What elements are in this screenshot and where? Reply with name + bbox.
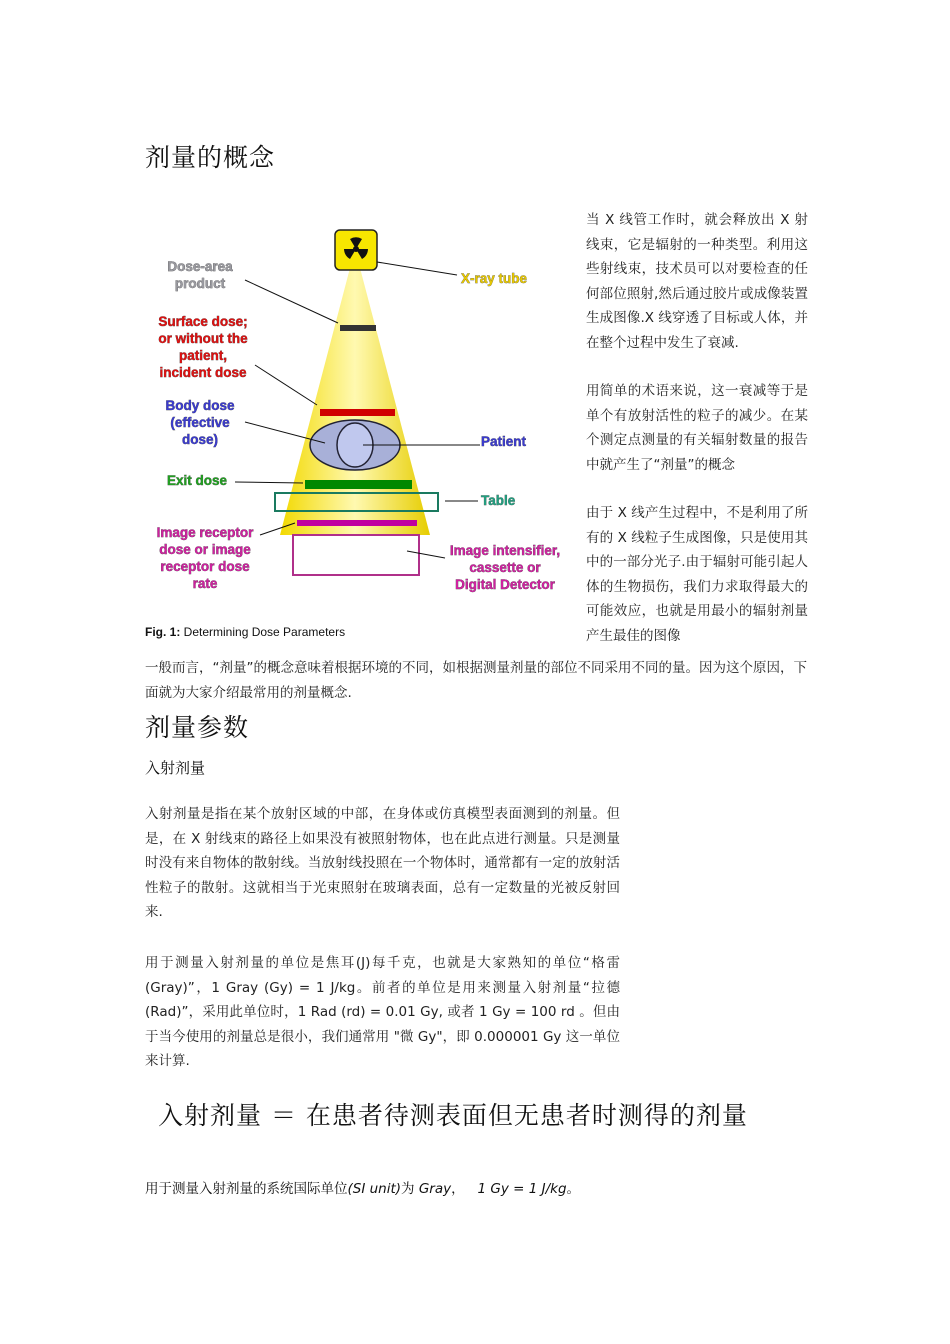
side-paragraph-2: 用简单的术语来说，这一衰减等于是单个有放射活性的粒子的减少。在某个测定点测量的有关辐射数量的报告中就产生了“剂量”的概念 <box>586 383 808 473</box>
incident-dose-formula: 入射剂量 ＝ 在患者待测表面但无患者时测得的剂量 <box>158 1101 748 1130</box>
xray-beam-cone <box>280 268 430 535</box>
body-paragraph-2 <box>145 951 620 1074</box>
label-table: Table <box>481 493 516 508</box>
label-body-1: Body dose <box>165 398 235 413</box>
label-surface-4: incident dose <box>159 365 247 380</box>
side-text <box>586 208 808 672</box>
label-surface-3: patient, <box>178 348 228 363</box>
body-paragraph-1 <box>145 802 620 925</box>
section-title-dose-parameters: 剂量参数 <box>145 713 250 742</box>
dose-parameters-figure <box>145 225 575 620</box>
label-exit-dose: Exit dose <box>167 473 228 488</box>
section-title-dose-concept: 剂量的概念 <box>145 143 276 172</box>
exit-dose-plate <box>305 480 412 489</box>
label-body-2: (effective <box>170 415 230 430</box>
label-dose-area-2: product <box>174 276 226 291</box>
si-prefix: 用于测量入射剂量的系统国际单位 <box>145 1181 348 1197</box>
label-intensifier-1: Image intensifier, <box>449 543 561 558</box>
label-surface-2: or without the <box>158 331 248 346</box>
body-p1-text: 入射剂量是指在某个放射区域的中部，在身体或仿真模型表面测到的剂量。但是，在 X 射线束的路径上如果没有被照射物体，也在此点进行测量。只是测量时没有来自物体的散射线。当放射线投照在一个物体时，通常都有一定的放射活性粒子的散射。这就相当于光束照射在玻璃表面，总有一定数量的光被反射回来. <box>145 806 620 920</box>
si-equation: 1 Gy = 1 J/kg <box>477 1181 567 1197</box>
figure-caption <box>145 625 345 639</box>
si-unit: (SI unit) <box>347 1181 402 1197</box>
intro-paragraph: 一般而言，“剂量”的概念意味着根据环境的不同，如根据测量剂量的部位不同采用不同的量。因为这个原因，下面就为大家介绍最常用的剂量概念. <box>145 660 807 701</box>
caption-prefix: Fig. 1: <box>145 625 181 639</box>
receptor-plate <box>297 520 417 526</box>
label-receptor-2: dose or image <box>159 542 251 557</box>
caption-text: Determining Dose Parameters <box>180 625 346 639</box>
label-receptor-1: Image receptor <box>156 525 254 540</box>
label-surface-1: Surface dose; <box>158 314 248 329</box>
label-body-3: dose) <box>181 432 219 447</box>
si-wei: 为 <box>401 1181 419 1197</box>
label-xray-tube: X-ray tube <box>461 271 528 286</box>
label-intensifier-2: cassette or <box>469 560 541 575</box>
label-intensifier-3: Digital Detector <box>455 577 555 592</box>
side-paragraph-3: 由于 X 线产生过程中，不是利用了所有的 X 线粒子生成图像，只是使用其中的一部分光子.由于辐射可能引起人体的生物损伤，我们力求取得最大的可能效应，也就是用最小的辐射剂量产生最佳的图像 <box>586 505 808 644</box>
si-gray: Gray <box>418 1181 452 1197</box>
body-p2-text: 用于测量入射剂量的单位是焦耳(J)每千克，也就是大家熟知的单位“格雷(Gray)”，1 Gray (Gy) = 1 J/kg。前者的单位是用来测量入射剂量“拉德(Rad)”，采用此单位时，1 Rad (rd) = 0.01 Gy, 或者 1 Gy = 100 rd 。但由于当今使用的剂量总是很小，我们通常用 "微 Gy"，即 0.000001 Gy 这一单位来计算. <box>145 955 620 1069</box>
label-patient: Patient <box>481 434 527 449</box>
image-intensifier-box <box>293 535 419 575</box>
surface-dose-plate <box>320 409 395 416</box>
label-receptor-4: rate <box>192 576 218 591</box>
side-paragraph-1: 当 X 线管工作时，就会释放出 X 射线束，它是辐射的一种类型。利用这些射线束，技术员可以对要检查的任何部位照射,然后通过胶片或成像装置生成图像.X 线穿透了目标或人体，并在整个过程中发生了衰减. <box>586 212 808 351</box>
subheading-incident-dose: 入射剂量 <box>145 759 206 777</box>
si-unit-line <box>145 1177 580 1197</box>
dose-area-plate <box>340 325 376 331</box>
label-receptor-3: receptor dose <box>160 559 250 574</box>
label-dose-area-1: Dose-area <box>167 259 233 274</box>
si-end: 。 <box>566 1181 581 1197</box>
si-comma: ， <box>451 1181 465 1197</box>
